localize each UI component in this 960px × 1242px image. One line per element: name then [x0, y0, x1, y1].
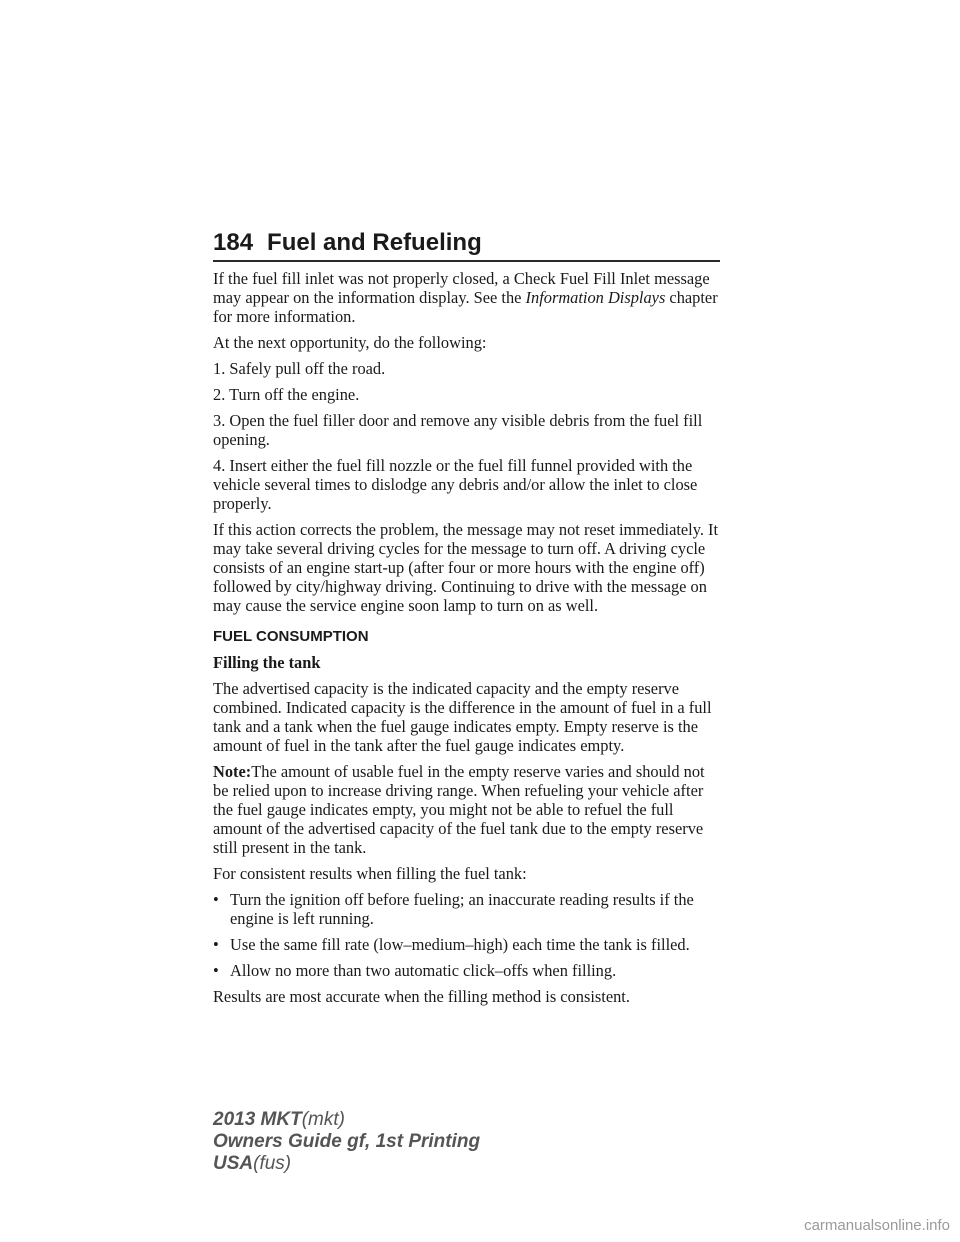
- bullet-icon: •: [213, 890, 219, 909]
- bullet-list: [213, 890, 723, 980]
- section-heading-fuel-consumption: FUEL CONSUMPTION: [213, 628, 369, 645]
- print-footer: [213, 1109, 480, 1175]
- chapter-title: Fuel and Refueling: [267, 229, 482, 256]
- paragraph-consistent-results: For consistent results when filling the fuel tank:: [213, 864, 527, 883]
- note-paragraph: [213, 762, 723, 857]
- footer-model: 2013 MKT: [213, 1109, 302, 1130]
- note-text: The amount of usable fuel in the empty reserve varies and should not be relied upon to increase driving range. When refueling your vehicle after the fuel gauge indicates empty, you might not be able to refuel the full amount of the advertised capacity of the fuel tank due to the empty reserve still present in the tank.: [213, 762, 705, 857]
- paragraph-check-fuel-inlet: [213, 269, 723, 326]
- paragraph-text: If the fuel fill inlet was not properly closed, a Check Fuel Fill Inlet message may appear on the information display. See the: [213, 269, 710, 307]
- bullet-icon: •: [213, 961, 219, 980]
- footer-line-region: [213, 1153, 480, 1175]
- watermark: carmanualsonline.info: [804, 1217, 950, 1234]
- page-header: [213, 226, 720, 262]
- footer-line-model: [213, 1109, 480, 1131]
- step-2: 2. Turn off the engine.: [213, 385, 360, 404]
- list-item-text: Use the same fill rate (low–medium–high) each time the tank is filled.: [230, 935, 690, 954]
- list-item: [213, 961, 723, 980]
- paragraph-results-accurate: Results are most accurate when the filling method is consistent.: [213, 987, 630, 1006]
- bullet-icon: •: [213, 935, 219, 954]
- paragraph-next-opportunity: At the next opportunity, do the following:: [213, 333, 487, 352]
- page-content: [213, 269, 723, 1013]
- footer-guide: Owners Guide gf, 1st Printing: [213, 1131, 481, 1152]
- step-4: 4. Insert either the fuel fill nozzle or the fuel fill funnel provided with the vehicle several times to dislodge any debris and/or allow the inlet to close properly.: [213, 456, 698, 513]
- list-item-text: Allow no more than two automatic click–offs when filling.: [230, 961, 617, 980]
- footer-region-code: (fus): [253, 1153, 292, 1174]
- footer-line-guide: [213, 1131, 480, 1153]
- subheading-filling-the-tank: Filling the tank: [213, 653, 321, 672]
- page-number: 184: [213, 229, 254, 256]
- step-1: 1. Safely pull off the road.: [213, 359, 386, 378]
- paragraph-text-end: chapter for more information.: [213, 288, 718, 326]
- note-label: Note:: [213, 762, 252, 781]
- paragraph-advertised-capacity: The advertised capacity is the indicated capacity and the empty reserve combined. Indicated capacity is the difference in the amount of fuel in a full tank and a tank when the fuel gauge indicates empty. Empty reserve is the amount of fuel in the tank after the fuel gauge indicates empty.: [213, 679, 712, 755]
- list-item: [213, 935, 723, 954]
- information-displays-reference: Information Displays: [525, 288, 666, 307]
- footer-region: USA: [213, 1153, 254, 1174]
- footer-model-code: (mkt): [301, 1109, 345, 1130]
- paragraph-driving-cycles: If this action corrects the problem, the message may not reset immediately. It may take several driving cycles for the message to turn off. A driving cycle consists of an engine start-up (after four or more hours with the engine off) followed by city/highway driving. Continuing to drive with the message on may cause the service engine soon lamp to turn on as well.: [213, 520, 719, 615]
- step-3: 3. Open the fuel filler door and remove any visible debris from the fuel fill opening.: [213, 411, 703, 449]
- list-item-text: Turn the ignition off before fueling; an inaccurate reading results if the engine is left running.: [230, 890, 694, 928]
- list-item: [213, 890, 723, 928]
